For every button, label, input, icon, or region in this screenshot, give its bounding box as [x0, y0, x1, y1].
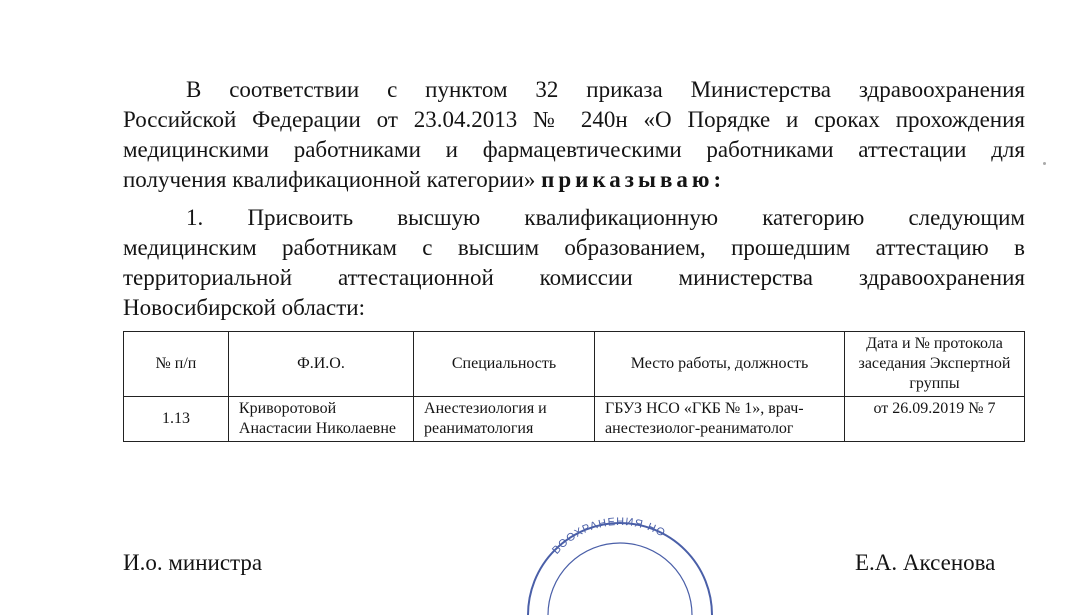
preamble-line-4 — [123, 165, 1025, 195]
order-line-2: медицинским работникам с высшим образованием, прошедшим аттестацию в — [123, 235, 1025, 260]
table-header-row — [124, 332, 1025, 397]
attestation-table — [123, 331, 1025, 442]
preamble-line-4-text: получения квалификационной категории» — [123, 167, 536, 192]
cell-specialty: Анестезиология и реаниматология — [414, 397, 595, 442]
stamp-text: ВООХРАНЕНИЯ НО — [550, 515, 668, 557]
cell-number: 1.13 — [124, 397, 229, 442]
signature-position: И.о. министра — [123, 550, 263, 575]
scan-speck — [1043, 162, 1046, 165]
stamp-outer-ring — [528, 523, 712, 615]
header-protocol: Дата и № протокола заседания Экспертной группы — [844, 332, 1024, 397]
preamble-line-2: Российской Федерации от 23.04.2013 № 240н «О Порядке и сроках прохождения — [123, 107, 1025, 132]
header-workplace: Место работы, должность — [595, 332, 845, 397]
header-number: № п/п — [124, 332, 229, 397]
header-specialty: Специальность — [414, 332, 595, 397]
preamble-paragraph — [123, 75, 1025, 195]
order-line-1: 1. Присвоить высшую квалификационную категорию следующим — [186, 205, 1025, 230]
preamble-line-1: В соответствии с пунктом 32 приказа Министерства здравоохранения — [186, 77, 1025, 102]
order-line-3: территориальной аттестационной комиссии министерства здравоохранения — [123, 265, 1025, 290]
stamp-inner-ring — [548, 543, 692, 615]
order-item-paragraph — [123, 203, 1025, 323]
signature-name: Е.А. Аксенова — [855, 550, 996, 575]
official-stamp — [520, 515, 720, 615]
header-name: Ф.И.О. — [228, 332, 413, 397]
cell-protocol: от 26.09.2019 № 7 — [844, 397, 1024, 442]
order-line-4: Новосибирской области: — [123, 295, 365, 320]
order-word: приказываю: — [541, 167, 726, 192]
cell-name: Криворотовой Анастасии Николаевне — [228, 397, 413, 442]
preamble-line-3: медицинскими работниками и фармацевтическими работниками аттестации для — [123, 137, 1025, 162]
table-row — [124, 397, 1025, 442]
cell-workplace: ГБУЗ НСО «ГКБ № 1», врач-анестезиолог-реаниматолог — [595, 397, 845, 442]
